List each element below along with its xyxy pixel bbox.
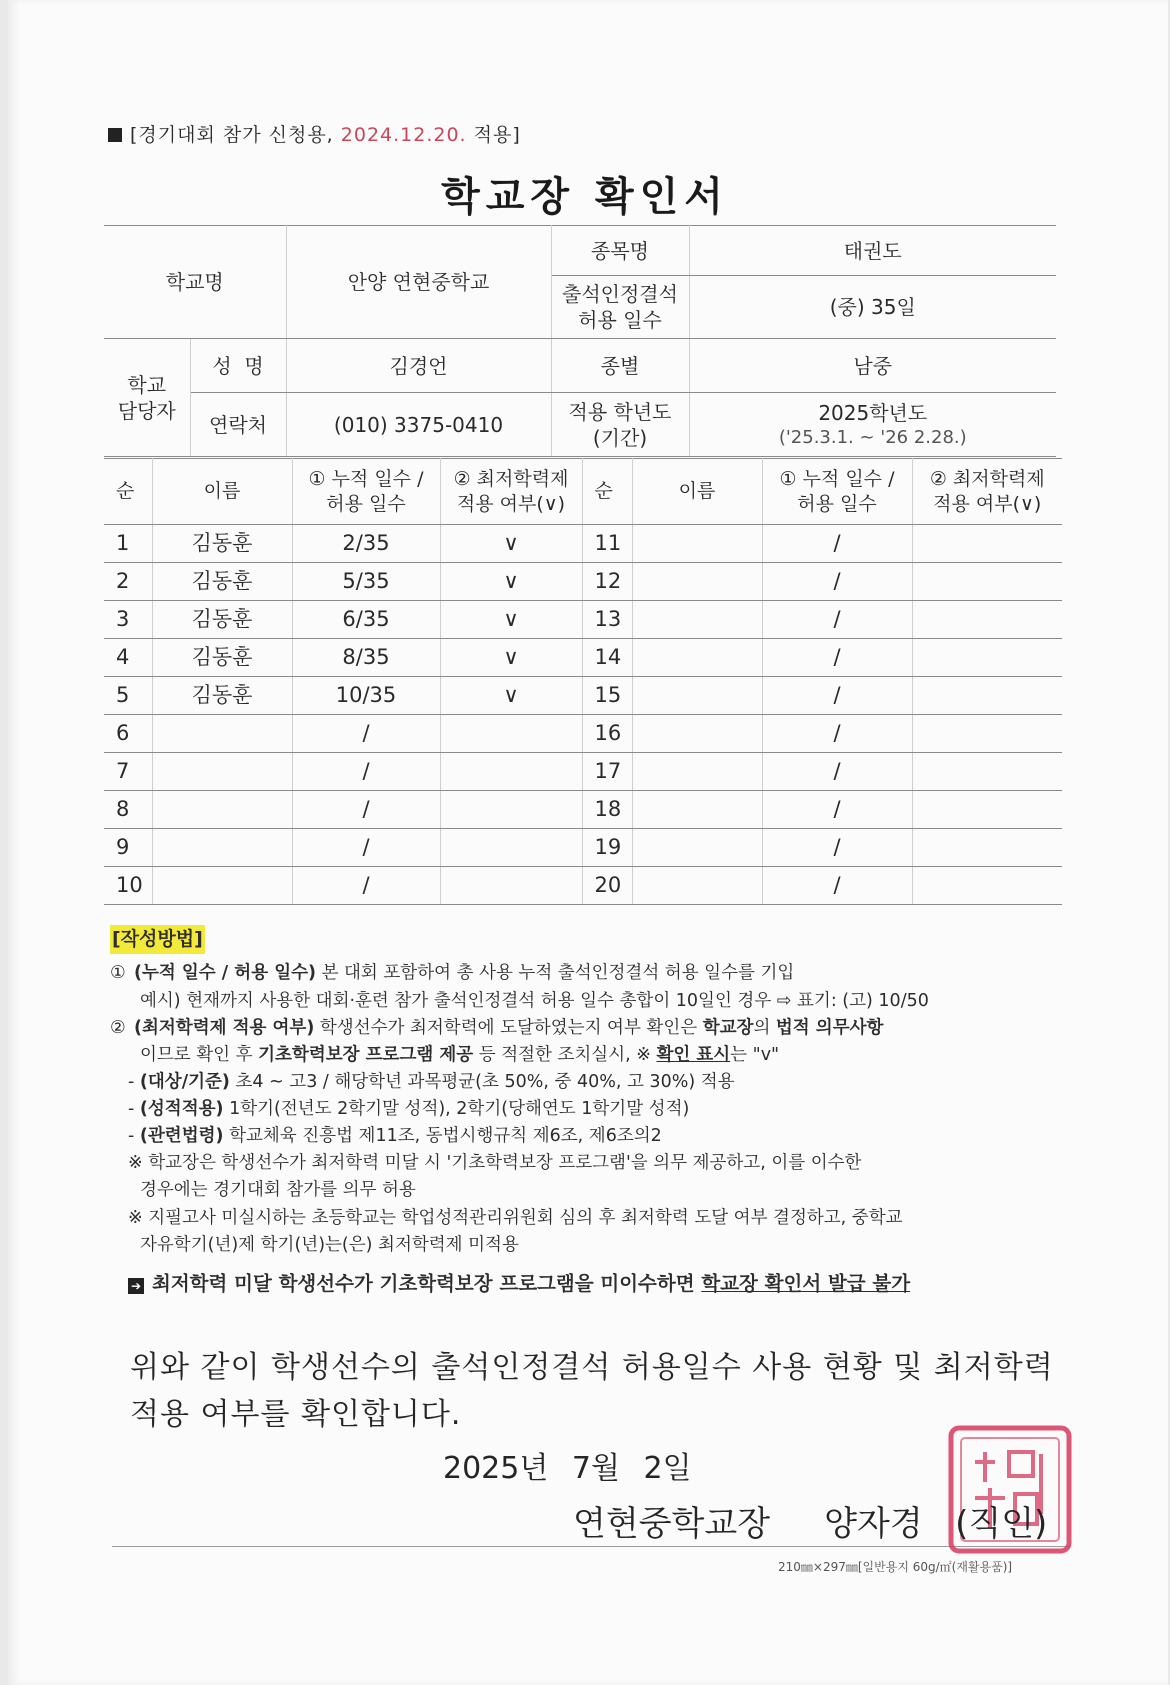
- table-row: 6 / 16 /: [104, 715, 1062, 753]
- guide-item-2: ② (최저학력제 적용 여부) 학생선수가 최저학력에 도달하였는지 여부 확인은 학교장의 법적 의무사항: [110, 1017, 884, 1038]
- header-min: ② 최저학력제 적용 여부(∨): [440, 459, 582, 525]
- header-no: 순: [104, 459, 152, 525]
- guide-final-note: ➔ 최저학력 미달 학생선수가 기초학력보장 프로그램을 미이수하면 학교장 확인서 발급 불가: [110, 1269, 1070, 1299]
- guide-detail-grades: - (성적적용) 1학기(전년도 2학기말 성적), 2학기(당해연도 1학기말 성적): [128, 1099, 690, 1120]
- name-label: 성 명: [190, 339, 286, 393]
- table-row: 7 / 17 /: [104, 753, 1062, 791]
- guide-item-2-cont: 이므로 확인 후 기초학력보장 프로그램 제공 등 적절한 조치실시, ※ 확인 표시는 "v": [140, 1044, 780, 1065]
- table-row: 5 김동훈 10/35 ∨ 15 /: [104, 677, 1062, 715]
- guide-note-1: ※ 학교장은 학생선수가 최저학력 미달 시 '기초학력보장 프로그램'을 의무 제공하고, 이를 이수한: [128, 1153, 862, 1174]
- guide-example: 예시) 현재까지 사용한 대회·훈련 참가 출석인정결석 허용 일수 총합이 10일인 경우 ⇨ 표기: (고) 10/50: [140, 990, 929, 1011]
- contact-value: (010) 3375-0410: [286, 393, 551, 457]
- issue-date: [443, 1443, 706, 1487]
- category-value: 남중: [689, 339, 1056, 393]
- allowed-days-value: (중) 35일: [689, 276, 1056, 339]
- principal-name: 양자경: [824, 1504, 923, 1544]
- name-value: 김경언: [286, 339, 551, 393]
- guide-item-1: ① (누적 일수 / 허용 일수) 본 대회 포함하여 총 사용 누적 출석인정결석 허용 일수를 기입: [110, 963, 795, 984]
- issue-year: 2025년: [443, 1451, 549, 1486]
- guide-detail-target: - (대상/기준) 초4 ~ 고3 / 해당학년 과목평균(초 50%, 중 40%, 고 30%) 적용: [128, 1071, 735, 1092]
- arrow-box-icon: ➔: [128, 1278, 144, 1294]
- table-row: 4 김동훈 8/35 ∨ 14 /: [104, 639, 1062, 677]
- school-label: 학교명: [104, 226, 286, 339]
- info-table: [104, 225, 1056, 457]
- table-row: 3 김동훈 6/35 ∨ 13 /: [104, 601, 1062, 639]
- header-days: ① 누적 일수 / 허용 일수: [292, 459, 440, 525]
- table-header-row: [104, 459, 1062, 525]
- sport-value: 태권도: [689, 226, 1056, 276]
- apply-date: 2024.12.20.: [340, 124, 467, 146]
- guide-detail-laws: - (관련법령) 학교체육 진흥법 제11조, 동법시행규칙 제6조, 제6조의2: [128, 1126, 662, 1147]
- header-note: [경기대회 참가 신청용, 2024.12.20. 적용]: [108, 120, 521, 147]
- guide-heading: [작성방법]: [110, 925, 205, 954]
- contact-label: 연락처: [190, 393, 286, 457]
- table-row: 8 / 18 /: [104, 791, 1062, 829]
- issue-day: 2일: [643, 1451, 692, 1486]
- student-table: [104, 458, 1062, 905]
- header-days-2: ① 누적 일수 / 허용 일수: [762, 459, 912, 525]
- square-bullet-icon: [108, 128, 122, 142]
- guide-note-2: ※ 지필고사 미실시하는 초등학교는 학업성적관리위원회 심의 후 최저학력 도달 여부 결정하고, 중학교: [128, 1207, 903, 1228]
- issue-month: 7월: [571, 1451, 620, 1486]
- year-value: 2025학년도 ('25.3.1. ~ '26 2.28.): [689, 393, 1056, 457]
- year-label: 적용 학년도 (기간): [551, 393, 689, 457]
- table-row: 1 김동훈 2/35 ∨ 11 /: [104, 525, 1062, 563]
- header-min-2: ② 최저학력제 적용 여부(∨): [912, 459, 1062, 525]
- sport-label: 종목명: [551, 226, 689, 276]
- category-label: 종별: [551, 339, 689, 393]
- header-no-2: 순: [582, 459, 632, 525]
- principal-signature: [573, 1496, 1047, 1545]
- allowed-days-label: 출석인정결석 허용 일수: [551, 276, 689, 339]
- school-value: 안양 연현중학교: [286, 226, 551, 339]
- period-value: ('25.3.1. ~ '26 2.28.): [778, 426, 967, 448]
- guide-note-1-cont: 경우에는 경기대회 참가를 의무 허용: [140, 1180, 416, 1201]
- divider: [112, 1546, 1070, 1547]
- guide-note-2-cont: 자유학기(년)제 학기(년)는(은) 최저학력제 미적용: [140, 1234, 519, 1255]
- paper-spec: 210㎜×297㎜[일반용지 60g/㎡(재활용품)]: [778, 1560, 1013, 1574]
- header-name: 이름: [152, 459, 292, 525]
- table-row: 10 / 20 /: [104, 867, 1062, 905]
- header-name-2: 이름: [632, 459, 762, 525]
- seal-label: (직인): [955, 1504, 1048, 1544]
- manager-label: 학교 담당자: [104, 339, 190, 457]
- table-row: 9 / 19 /: [104, 829, 1062, 867]
- writing-guide: [110, 925, 1070, 1299]
- confirmation-statement: 위와 같이 학생선수의 출석인정결석 허용일수 사용 현황 및 최저학력 적용 여부를 확인합니다.: [130, 1350, 1054, 1432]
- page-title: 학교장 확인서: [441, 174, 729, 220]
- table-row: 2 김동훈 5/35 ∨ 12 /: [104, 563, 1062, 601]
- principal-school: 연현중학교장: [573, 1504, 771, 1544]
